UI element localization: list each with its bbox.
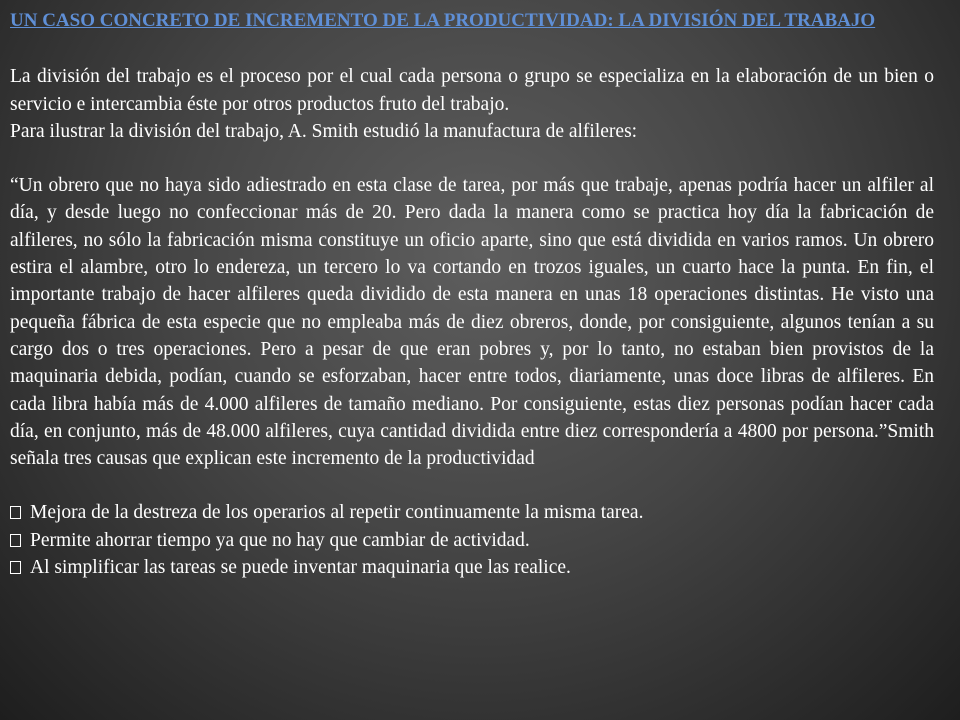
list-item — [10, 554, 934, 581]
quote-paragraph: “Un obrero que no haya sido adiestrado en esta clase de tarea, por más que trabaje, apenas podría hacer un alfiler al día, y desde luego no confeccionar más de 20. Pero dada la manera como se practica hoy día la fabricación de alfileres, no sólo la fabricación misma constituye un oficio aparte, sino que está dividida en varios ramos. Un obrero estira el alambre, otro lo endereza, un tercero lo va cortando en trozos iguales, un cuarto hace la punta. En fin, el importante trabajo de hacer alfileres queda dividido de esta manera en unas 18 operaciones distintas. He visto una pequeña fábrica de esta especie que no empleaba más de diez obreros, donde, por consiguiente, algunos tenían a su cargo dos o tres operaciones. Pero a pesar de que eran pobres y, por lo tanto, no estaban bien provistos de la maquinaria debida, podían, cuando se esforzaban, hacer entre todos, diariamente, unas doce libras de alfileres. En cada libra había más de 4.000 alfileres de tamaño mediano. Por consiguiente, estas diez personas podían hacer cada día, en conjunto, más de 48.000 alfileres, cuya cantidad dividida entre diez correspondería a 4800 por persona.”Smith señala tres causas que explican este incremento de la productividad — [10, 175, 934, 470]
list-item-text: Permite ahorrar tiempo ya que no hay que cambiar de actividad. — [30, 529, 530, 551]
spacer — [10, 472, 934, 499]
missing-glyph-box-icon — [10, 506, 21, 519]
intro-paragraph: La división del trabajo es el proceso por el cual cada persona o grupo se especializa en la elaboración de un bien o servicio e intercambia éste por otros productos fruto del trabajo. — [10, 66, 934, 115]
list-item — [10, 527, 934, 554]
list-item — [10, 499, 934, 526]
spacer — [10, 145, 934, 172]
slide-title: UN CASO CONCRETO DE INCREMENTO DE LA PRODUCTIVIDAD: LA DIVISIÓN DEL TRABAJO — [10, 10, 876, 31]
missing-glyph-box-icon — [10, 534, 21, 547]
lead-paragraph: Para ilustrar la división del trabajo, A. Smith estudió la manufactura de alfileres: — [10, 120, 638, 142]
slide-content — [10, 8, 934, 581]
list-item-text: Mejora de la destreza de los operarios al repetir continuamente la misma tarea. — [30, 502, 644, 524]
causes-list — [10, 499, 934, 581]
missing-glyph-box-icon — [10, 561, 21, 574]
list-item-text: Al simplificar las tareas se puede inventar maquinaria que las realice. — [30, 557, 571, 579]
